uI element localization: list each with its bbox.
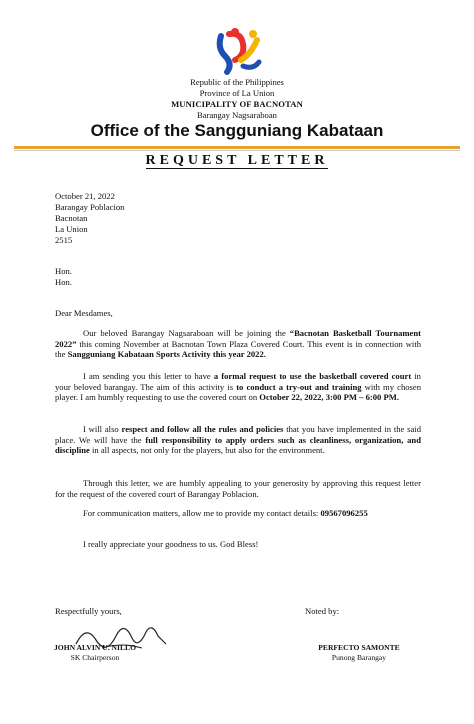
hon-line: Hon. [55,277,72,287]
header-barangay: Barangay Nagsaraboan [197,110,277,120]
paragraph-4: Through this letter, we are humbly appealing to your generosity by approving this request letter for the request of the covered court of Barangay Poblacion. [55,478,421,499]
address-line: 2515 [55,235,73,245]
address-line: La Union [55,224,88,234]
office-title: Office of the Sangguniang Kabataan [90,121,384,140]
signatory-2-title: Punong Barangay [331,653,387,662]
document-title: REQUEST LETTER [145,153,329,168]
header-province: Province of La Union [199,88,275,98]
signatory-1-title: SK Chairperson [70,653,120,662]
signatory-1-name: JOHN ALVIN U. NILLO [53,643,136,652]
paragraph-3: I will also respect and follow all the rules and policies that you have implemented in the said place. We will have the full responsibility to apply orders such as cleanliness, organization, and discipline in all aspects, not only for the players, but also for the environment. [55,424,421,456]
closing: Respectfully yours, [55,606,122,616]
paragraph-1: Our beloved Barangay Nagsaraboan will be joining the “Bacnotan Basketball Tournament 2022” this coming November at Bacnotan Town Plaza Covered Court. This event is in connection with the Sangguniang Kabataan Sports Activity this year 2022. [55,328,422,360]
header-divider [14,146,460,149]
paragraph-6: I really appreciate your goodness to us. God Bless! [83,539,259,549]
address-line: Bacnotan [55,213,88,223]
address-line: Barangay Poblacion [55,202,125,212]
header-republic: Republic of the Philippines [190,77,284,87]
hon-line: Hon. [55,266,72,276]
salutation: Dear Mesdames, [55,308,113,318]
paragraph-5: For communication matters, allow me to provide my contact details: 09567096255 [83,508,368,518]
sk-logo-icon [213,26,263,76]
paragraph-2: I am sending you this letter to have a formal request to use the basketball covered court in your beloved barangay. The aim of this activity is to conduct a try-out and training with my chosen player. I am humbly requesting to use the covered court on October 22, 2022, 3:00 PM – 6:00 PM. [55,371,421,403]
signatory-2-name: PERFECTO SAMONTE [318,643,400,652]
letter-date: October 21, 2022 [55,191,115,201]
noted-by: Noted by: [305,606,340,616]
header-municipality: MUNICIPALITY OF BACNOTAN [171,99,303,109]
